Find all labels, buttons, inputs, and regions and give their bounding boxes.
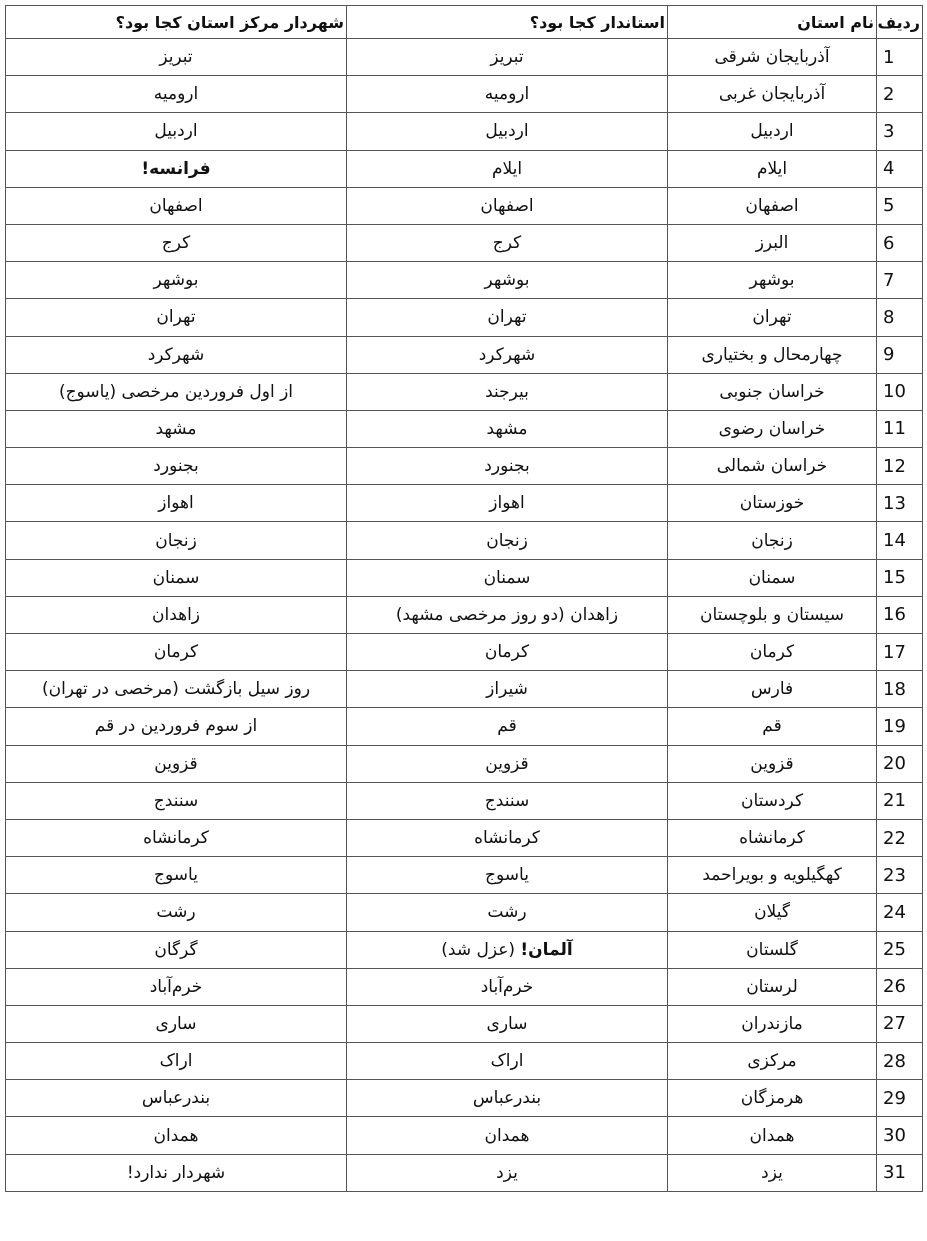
mayor-cell: گرگان <box>6 931 347 968</box>
province-cell: اردبیل <box>668 113 877 150</box>
table-row <box>6 76 923 113</box>
row-number: 5 <box>877 187 923 224</box>
governor-cell: ساری <box>347 1005 668 1042</box>
province-cell: خراسان شمالی <box>668 448 877 485</box>
mayor-cell: از سوم فروردین در قم <box>6 708 347 745</box>
mayor-cell: از اول فروردین مرخصی (یاسوج) <box>6 373 347 410</box>
mayor-cell: ارومیه <box>6 76 347 113</box>
table-row <box>6 1117 923 1154</box>
row-number: 3 <box>877 113 923 150</box>
mayor-cell: سنندج <box>6 782 347 819</box>
province-cell: آذربایجان شرقی <box>668 39 877 76</box>
table-row <box>6 485 923 522</box>
mayor-cell: بندرعباس <box>6 1080 347 1117</box>
mayor-cell: اراک <box>6 1043 347 1080</box>
governor-cell: مشهد <box>347 410 668 447</box>
table-row <box>6 968 923 1005</box>
province-cell: زنجان <box>668 522 877 559</box>
row-number: 23 <box>877 857 923 894</box>
province-cell: کرمانشاه <box>668 819 877 856</box>
row-number: 21 <box>877 782 923 819</box>
table-row <box>6 671 923 708</box>
table-row <box>6 745 923 782</box>
province-cell: چهارمحال و بختیاری <box>668 336 877 373</box>
row-number: 26 <box>877 968 923 1005</box>
governor-cell: همدان <box>347 1117 668 1154</box>
governor-cell: شهرکرد <box>347 336 668 373</box>
governor-emphasis: آلمان! <box>520 939 573 960</box>
governor-cell: یاسوج <box>347 857 668 894</box>
mayor-cell: کرمان <box>6 634 347 671</box>
row-number: 6 <box>877 224 923 261</box>
row-number: 11 <box>877 410 923 447</box>
row-number: 10 <box>877 373 923 410</box>
mayor-cell: شهرکرد <box>6 336 347 373</box>
row-number: 19 <box>877 708 923 745</box>
governor-cell: زاهدان (دو روز مرخصی مشهد) <box>347 596 668 633</box>
province-cell: مرکزی <box>668 1043 877 1080</box>
row-number: 14 <box>877 522 923 559</box>
table-row <box>6 448 923 485</box>
row-number: 13 <box>877 485 923 522</box>
governor-cell: سنندج <box>347 782 668 819</box>
row-number: 24 <box>877 894 923 931</box>
mayor-cell: یاسوج <box>6 857 347 894</box>
governor-cell: ارومیه <box>347 76 668 113</box>
row-number: 20 <box>877 745 923 782</box>
province-cell: لرستان <box>668 968 877 1005</box>
row-number: 22 <box>877 819 923 856</box>
table-row <box>6 931 923 968</box>
province-cell: خوزستان <box>668 485 877 522</box>
province-cell: البرز <box>668 224 877 261</box>
province-cell: هرمزگان <box>668 1080 877 1117</box>
provinces-table <box>5 5 923 1192</box>
governor-cell: کرج <box>347 224 668 261</box>
mayor-cell: شهردار ندارد! <box>6 1154 347 1191</box>
row-number: 4 <box>877 150 923 187</box>
mayor-cell: ساری <box>6 1005 347 1042</box>
governor-cell: اصفهان <box>347 187 668 224</box>
mayor-cell: روز سیل بازگشت (مرخصی در تهران) <box>6 671 347 708</box>
table-row <box>6 1043 923 1080</box>
governor-cell: اهواز <box>347 485 668 522</box>
table-row <box>6 634 923 671</box>
province-cell: گلستان <box>668 931 877 968</box>
governor-cell: قم <box>347 708 668 745</box>
mayor-cell: رشت <box>6 894 347 931</box>
table-row <box>6 559 923 596</box>
table-row <box>6 708 923 745</box>
mayor-cell: بوشهر <box>6 262 347 299</box>
province-cell: کرمان <box>668 634 877 671</box>
table-row <box>6 187 923 224</box>
governor-note: (عزل شد) <box>441 939 521 960</box>
mayor-cell <box>6 150 347 187</box>
governor-cell: بندرعباس <box>347 1080 668 1117</box>
row-number: 30 <box>877 1117 923 1154</box>
row-number: 7 <box>877 262 923 299</box>
row-number: 16 <box>877 596 923 633</box>
governor-cell: کرمانشاه <box>347 819 668 856</box>
table-row <box>6 224 923 261</box>
mayor-cell: کرج <box>6 224 347 261</box>
row-number: 9 <box>877 336 923 373</box>
province-cell: ایلام <box>668 150 877 187</box>
mayor-cell: خرم‌آباد <box>6 968 347 1005</box>
table-row <box>6 596 923 633</box>
row-number: 29 <box>877 1080 923 1117</box>
table-row <box>6 336 923 373</box>
header-mayor: شهردار مرکز استان کجا بود؟ <box>6 6 347 39</box>
row-number: 18 <box>877 671 923 708</box>
province-cell: فارس <box>668 671 877 708</box>
governor-cell: خرم‌آباد <box>347 968 668 1005</box>
mayor-cell: مشهد <box>6 410 347 447</box>
header-governor: استاندار کجا بود؟ <box>347 6 668 39</box>
province-cell: قم <box>668 708 877 745</box>
mayor-cell: همدان <box>6 1117 347 1154</box>
mayor-cell: اهواز <box>6 485 347 522</box>
table-row <box>6 373 923 410</box>
governor-cell: زنجان <box>347 522 668 559</box>
table-row <box>6 1080 923 1117</box>
mayor-cell: اردبیل <box>6 113 347 150</box>
province-cell: مازندران <box>668 1005 877 1042</box>
table-row <box>6 1154 923 1191</box>
province-cell: کهگیلویه و بویراحمد <box>668 857 877 894</box>
row-number: 28 <box>877 1043 923 1080</box>
province-cell: قزوین <box>668 745 877 782</box>
row-number: 27 <box>877 1005 923 1042</box>
mayor-cell: قزوین <box>6 745 347 782</box>
mayor-cell: زاهدان <box>6 596 347 633</box>
governor-cell: قزوین <box>347 745 668 782</box>
table-row <box>6 782 923 819</box>
header-province: نام استان <box>668 6 877 39</box>
governor-cell: بجنورد <box>347 448 668 485</box>
table-row <box>6 39 923 76</box>
table-row <box>6 299 923 336</box>
mayor-cell: زنجان <box>6 522 347 559</box>
table-row <box>6 262 923 299</box>
governor-cell: کرمان <box>347 634 668 671</box>
row-number: 17 <box>877 634 923 671</box>
province-cell: یزد <box>668 1154 877 1191</box>
province-cell: کردستان <box>668 782 877 819</box>
table-row <box>6 150 923 187</box>
governor-cell: اراک <box>347 1043 668 1080</box>
table-row <box>6 113 923 150</box>
table-row <box>6 410 923 447</box>
province-cell: خراسان جنوبی <box>668 373 877 410</box>
governor-cell: سمنان <box>347 559 668 596</box>
governor-cell: تبریز <box>347 39 668 76</box>
mayor-cell: اصفهان <box>6 187 347 224</box>
province-cell: خراسان رضوی <box>668 410 877 447</box>
mayor-cell: تبریز <box>6 39 347 76</box>
row-number: 31 <box>877 1154 923 1191</box>
row-number: 25 <box>877 931 923 968</box>
province-cell: سیستان و بلوچستان <box>668 596 877 633</box>
table-body <box>6 39 923 1192</box>
governor-cell: ایلام <box>347 150 668 187</box>
mayor-cell: کرمانشاه <box>6 819 347 856</box>
mayor-emphasis: فرانسه! <box>141 158 211 179</box>
table-row <box>6 522 923 559</box>
province-cell: همدان <box>668 1117 877 1154</box>
province-cell: اصفهان <box>668 187 877 224</box>
row-number: 12 <box>877 448 923 485</box>
governor-cell: اردبیل <box>347 113 668 150</box>
table-row <box>6 819 923 856</box>
header-row-number: ردیف <box>877 6 923 39</box>
row-number: 1 <box>877 39 923 76</box>
province-cell: گیلان <box>668 894 877 931</box>
governor-cell: تهران <box>347 299 668 336</box>
table-row <box>6 857 923 894</box>
mayor-cell: بجنورد <box>6 448 347 485</box>
governor-cell <box>347 931 668 968</box>
table-row <box>6 1005 923 1042</box>
province-cell: بوشهر <box>668 262 877 299</box>
province-cell: آذربایجان غربی <box>668 76 877 113</box>
province-cell: سمنان <box>668 559 877 596</box>
mayor-cell: سمنان <box>6 559 347 596</box>
table-row <box>6 894 923 931</box>
row-number: 8 <box>877 299 923 336</box>
mayor-cell: تهران <box>6 299 347 336</box>
header-row <box>6 6 923 39</box>
governor-cell: بیرجند <box>347 373 668 410</box>
row-number: 2 <box>877 76 923 113</box>
governor-cell: بوشهر <box>347 262 668 299</box>
governor-cell: یزد <box>347 1154 668 1191</box>
province-cell: تهران <box>668 299 877 336</box>
governor-cell: شیراز <box>347 671 668 708</box>
row-number: 15 <box>877 559 923 596</box>
governor-cell: رشت <box>347 894 668 931</box>
